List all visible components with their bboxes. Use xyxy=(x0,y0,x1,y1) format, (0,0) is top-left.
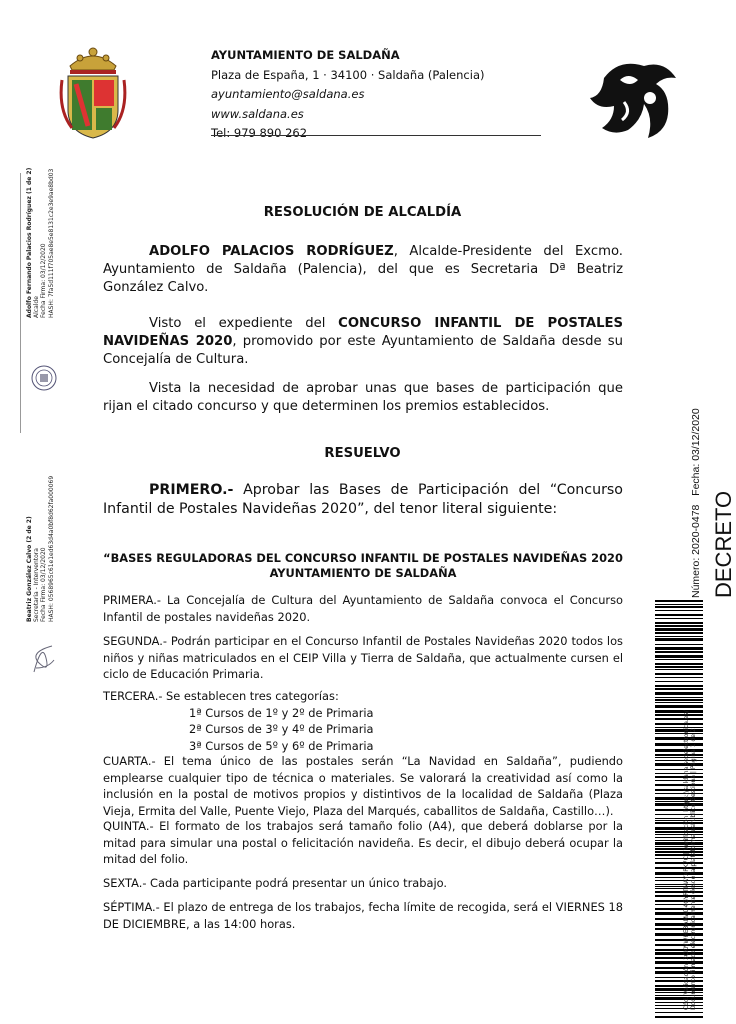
base-septima: SÉPTIMA.- El plazo de entrega de los trabajos, fecha límite de recogida, será el VIERNES 18 DE DICIEMBRE, a las 14:00 horas. xyxy=(103,900,623,931)
horse-culture-logo-icon xyxy=(584,58,679,140)
signer-name: Adolfo Fernando Palacios Rodríguez (1 de 2) xyxy=(26,167,33,318)
barcode-bar xyxy=(655,618,703,619)
seal-stamp-icon xyxy=(31,365,57,391)
bases-title xyxy=(103,551,623,580)
signature-date: Fecha Firma: 03/12/2020 xyxy=(40,547,48,622)
category-item: 3ª Cursos de 5º y 6º de Primaria xyxy=(189,738,374,753)
barcode-bar xyxy=(655,647,703,650)
signature-hash: HASH: 7fa5d111f705ae8e5e8131c2e3e9ae8bd03 xyxy=(47,168,55,318)
validation-code: Cód. Validación: 3CKNWHE3AMAD4GYRTMAYXPK7C | Verificación: https://saldana.sedelectronica.es/ xyxy=(683,710,690,1010)
paragraph-text: Visto el expediente del xyxy=(149,316,339,331)
base-sexta: SEXTA.- Cada participante podrá presentar un único trabajo. xyxy=(103,876,447,890)
paragraph-text: Vista la necesidad de aprobar unas que bases de participación que rijan el citado concurso y que determinen los premios establecidos. xyxy=(103,381,623,414)
base-tercera-text: TERCERA.- Se establecen tres categorías: xyxy=(103,689,339,703)
base-tercera xyxy=(103,688,623,754)
barcode-bar xyxy=(655,669,703,670)
barcode-bar xyxy=(655,638,703,641)
decreto-date: Fecha: 03/12/2020 xyxy=(690,408,702,496)
address: Plaza de España, 1 · 34100 · Saldaña (Palencia) xyxy=(211,67,485,82)
barcode-bar xyxy=(655,1016,703,1018)
barcode-bar xyxy=(655,604,703,605)
signer-name: Beatriz González Calvo (2 de 2) xyxy=(26,516,33,622)
barcode-bar xyxy=(655,606,703,608)
decreto-label: DECRETO xyxy=(711,490,736,598)
paragraph-primero xyxy=(103,481,623,519)
paragraph-text: , promovido por este Ayuntamiento de Saldaña desde su Concejalía de Cultura. xyxy=(103,334,624,367)
barcode-bar xyxy=(655,636,703,637)
coat-of-arms-icon xyxy=(58,40,128,140)
signer-role: Secretaria - Interventora xyxy=(33,548,41,622)
barcode-bar xyxy=(655,659,703,660)
bases-title-line-2: AYUNTAMIENTO DE SALDAÑA xyxy=(269,565,457,580)
paragraph-mayor xyxy=(103,243,623,297)
signer-role: Alcalde xyxy=(33,296,41,318)
barcode-bar xyxy=(655,651,703,653)
decreto-number: Número: 2020-0478 xyxy=(690,504,702,598)
barcode-bar xyxy=(655,702,703,703)
barcode-bar xyxy=(655,673,703,675)
website[interactable]: www.saldana.es xyxy=(211,106,304,121)
document-title: RESOLUCIÓN DE ALCALDÍA xyxy=(263,205,462,220)
contest-name: CONCURSO INFANTIL DE POSTALES NAVIDEÑAS 2020 xyxy=(103,316,623,349)
phone: Tel: 979 890 262 xyxy=(211,126,308,140)
barcode-bar xyxy=(655,644,703,645)
barcode-bar xyxy=(655,628,703,631)
handwritten-signature-icon xyxy=(28,638,58,678)
barcode-bar xyxy=(655,692,703,695)
barcode-bar xyxy=(655,699,703,701)
email[interactable]: ayuntamiento@saldana.es xyxy=(211,87,365,101)
barcode-bar xyxy=(655,600,703,602)
barcode-bar xyxy=(655,614,703,616)
paragraph-text: , Alcalde-Presidente del Excmo. Ayuntamiento de Saldaña (Palencia), del que es Secretaria Dª Beatriz González Calvo. xyxy=(103,244,623,295)
paragraph-necesidad xyxy=(103,380,623,416)
barcode-bar xyxy=(655,663,703,665)
signature-date: Fecha Firma: 03/12/2020 xyxy=(40,243,48,318)
signature-hash: HASH: 0568965c61e1ed63d4a0bf8d62fa000069 xyxy=(47,475,55,622)
paragraph-expediente xyxy=(103,315,623,369)
base-cuarta: CUARTA.- El tema único de las postales serán “La Navidad en Saldaña”, pudiendo emplearse cualquier tipo de técnica o materiales. Se valorará la creatividad así como la inclusión en la postal de motivos propios y distintivos de la localidad de Saldaña (Plaza Vieja, Ermita del Valle, Puente Viejo, Plaza del Marqués, caballitos de Saldaña, Castillo…). xyxy=(103,754,623,818)
letterhead xyxy=(211,46,484,144)
primero-label: PRIMERO.- xyxy=(149,482,234,498)
signature-block-secretary xyxy=(26,476,55,622)
bases-title-line-1: “BASES REGULADORAS DEL CONCURSO INFANTIL DE POSTALES NAVIDEÑAS 2020 xyxy=(103,551,623,565)
header-divider xyxy=(211,135,541,136)
barcode-bar xyxy=(655,677,703,678)
paragraph-text: Aprobar las Bases de Participación del “Concurso Infantil de Postales Navideñas 2020”, del tenor literal siguiente: xyxy=(103,482,623,517)
validation-platform: Documento firmado electrónicamente desde la plataforma esPublico Gestiona | Página 1 de 2 xyxy=(690,728,698,1010)
barcode-bar xyxy=(655,697,703,698)
margin-divider xyxy=(20,173,21,433)
barcode-bar xyxy=(655,681,703,682)
base-quinta: QUINTA.- El formato de los trabajos será tamaño folio (A4), que deberá doblarse por la mitad para simular una postal o felicitación navideña. Es decir, el dibujo deberá ocupar la mitad del folio. xyxy=(103,819,623,866)
barcode-bar xyxy=(655,610,703,611)
barcode-bar xyxy=(655,1012,703,1013)
barcode-bar xyxy=(655,655,703,658)
resuelvo-heading: RESUELVO xyxy=(324,446,401,461)
signature-block-mayor xyxy=(26,168,55,318)
mayor-name: ADOLFO PALACIOS RODRÍGUEZ xyxy=(149,244,394,259)
base-primera: PRIMERA.- La Concejalía de Cultura del Ayuntamiento de Saldaña convoca el Concurso Infantil de postales navideñas 2020. xyxy=(103,593,623,624)
category-item: 1ª Cursos de 1º y 2º de Primaria xyxy=(189,705,374,720)
barcode-bar xyxy=(655,685,703,687)
barcode-bar xyxy=(655,622,703,624)
barcode-bar xyxy=(655,625,703,627)
barcode-bar xyxy=(655,666,703,668)
base-segunda: SEGUNDA.- Podrán participar en el Concurso Infantil de Postales Navideñas 2020 todos los niños y niñas matriculados en el CEIP Villa y Tierra de Saldaña, que actualmente cursen el ciclo de Educación Primaria. xyxy=(103,634,623,681)
barcode-bar xyxy=(655,632,703,634)
organization-name: AYUNTAMIENTO DE SALDAÑA xyxy=(211,48,400,62)
barcode-bar xyxy=(655,705,703,708)
category-item: 2ª Cursos de 3º y 4º de Primaria xyxy=(189,722,374,736)
barcode-bar xyxy=(655,688,703,690)
